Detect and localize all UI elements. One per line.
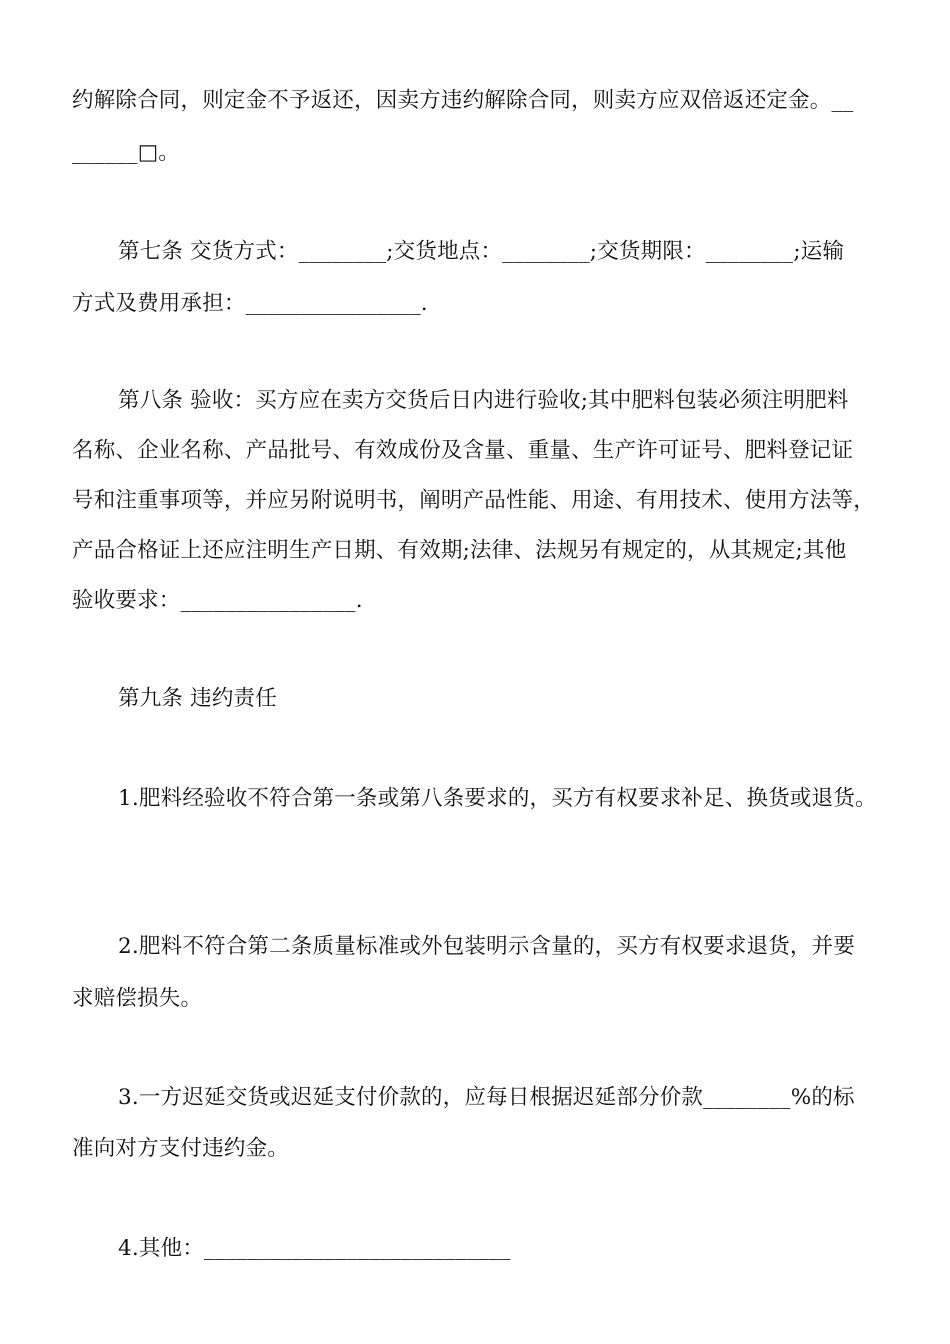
clause-1: 1.肥料经验收不符合第一条或第八条要求的，买方有权要求补足、换货或退货。: [118, 786, 877, 811]
article-8-heading-line: 第八条 验收：买方应在卖方交货后日内进行验收;其中肥料包装必须注明肥料: [118, 388, 849, 413]
text-line: 方式及费用承担：________________.: [72, 291, 428, 316]
text-line: 约解除合同，则定金不予返还，因卖方违约解除合同，则卖方应双倍返还定金。__: [72, 88, 854, 113]
clause-2: 2.肥料不符合第二条质量标准或外包装明示含量的，买方有权要求退货，并要: [118, 934, 856, 959]
text-line: 产品合格证上还应注明生产日期、有效期;法律、法规另有规定的，从其规定;其他: [72, 538, 847, 563]
text-line: 准向对方支付违约金。: [72, 1136, 290, 1161]
text-line: ______□。: [72, 140, 180, 165]
article-9-heading: 第九条 违约责任: [118, 686, 277, 711]
text-line: 验收要求：________________.: [72, 588, 363, 613]
clause-3: 3.一方迟延交货或迟延支付价款的，应每日根据迟延部分价款________%的标: [118, 1085, 855, 1110]
text-line: 号和注重事项等，并应另附说明书，阐明产品性能、用途、有用技术、使用方法等，: [72, 488, 875, 513]
clause-4: 4.其他：____________________________: [118, 1236, 511, 1261]
text-line: 名称、企业名称、产品批号、有效成份及含量、重量、生产许可证号、肥料登记证: [72, 438, 854, 463]
article-7-heading-line: 第七条 交货方式：________;交货地点：________;交货期限：________;运输: [118, 239, 845, 264]
text-line: 求赔偿损失。: [72, 986, 203, 1011]
